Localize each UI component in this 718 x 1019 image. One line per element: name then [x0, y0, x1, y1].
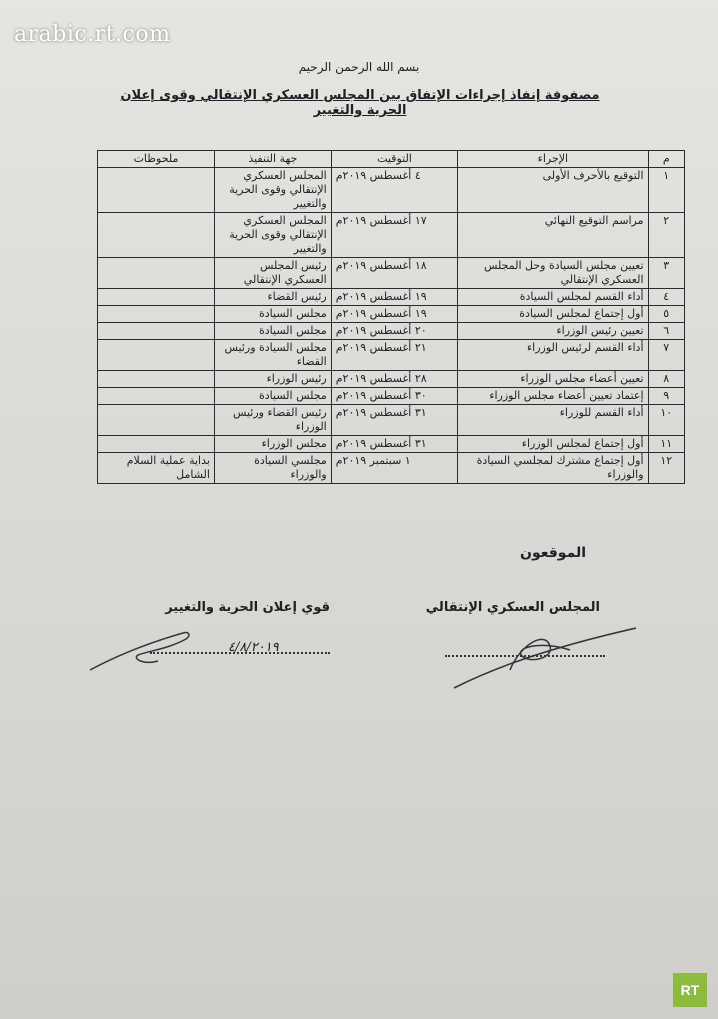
table-row: [98, 340, 685, 371]
table-row: [98, 306, 685, 323]
row-timing: ١٩ أغسطس ٢٠١٩م: [331, 289, 457, 306]
header-executor: جهة التنفيذ: [214, 151, 331, 168]
watermark: arabic.rt.com: [14, 22, 171, 47]
row-timing: ٣١ أغسطس ٢٠١٩م: [331, 405, 457, 436]
row-executor: مجلس الوزراء: [214, 436, 331, 453]
row-no: ١: [648, 168, 684, 213]
row-executor: رئيس القضاء ورئيس الوزراء: [214, 405, 331, 436]
row-no: ٦: [648, 323, 684, 340]
row-no: ١٢: [648, 453, 684, 484]
table-row: [98, 258, 685, 289]
row-timing: ٤ أغسطس ٢٠١٩م: [331, 168, 457, 213]
row-procedure: أداء القسم للوزراء: [458, 405, 648, 436]
row-notes: [98, 436, 215, 453]
row-executor: مجلس السيادة: [214, 323, 331, 340]
table-row: [98, 168, 685, 213]
table-row: [98, 213, 685, 258]
row-procedure: أول إجتماع لمجلس الوزراء: [458, 436, 648, 453]
row-procedure: تعيين مجلس السيادة وحل المجلس العسكري الإنتقالي: [458, 258, 648, 289]
row-procedure: إعتماد تعيين أعضاء مجلس الوزراء: [458, 388, 648, 405]
row-executor: مجلس السيادة: [214, 306, 331, 323]
row-executor: مجلس السيادة ورئيس القضاء: [214, 340, 331, 371]
row-timing: ١٨ أغسطس ٢٠١٩م: [331, 258, 457, 289]
table-body: [98, 168, 685, 484]
row-executor: مجلسي السيادة والوزراء: [214, 453, 331, 484]
row-timing: ٣١ أغسطس ٢٠١٩م: [331, 436, 457, 453]
basmala: بسم الله الرحمن الرحيم: [298, 60, 420, 74]
row-procedure: أول إجتماع مشترك لمجلسي السيادة والوزراء: [458, 453, 648, 484]
row-no: ١٠: [648, 405, 684, 436]
row-notes: [98, 258, 215, 289]
table-row: [98, 371, 685, 388]
implementation-matrix-table: [97, 150, 685, 484]
row-procedure: أول إجتماع لمجلس السيادة: [458, 306, 648, 323]
header-notes: ملحوظات: [98, 151, 215, 168]
row-timing: ١٩ أغسطس ٢٠١٩م: [331, 306, 457, 323]
row-timing: ١٧ أغسطس ٢٠١٩م: [331, 213, 457, 258]
row-executor: المجلس العسكري الإنتقالي وقوى الحرية والتغيير: [214, 213, 331, 258]
row-procedure: تعيين رئيس الوزراء: [458, 323, 648, 340]
row-notes: [98, 168, 215, 213]
row-executor: رئيس الوزراء: [214, 371, 331, 388]
signature-date: ٤/٨/٢٠١٩: [228, 640, 279, 655]
header-no: م: [648, 151, 684, 168]
header-procedure: الإجراء: [458, 151, 648, 168]
row-notes: [98, 289, 215, 306]
row-timing: ١ سبتمبر ٢٠١٩م: [331, 453, 457, 484]
row-no: ٨: [648, 371, 684, 388]
row-notes: [98, 306, 215, 323]
party-left-name: قوي إعلان الحرية والتغيير: [165, 600, 330, 615]
table-row: [98, 436, 685, 453]
row-notes: [98, 405, 215, 436]
row-notes: [98, 323, 215, 340]
row-timing: ٢١ أغسطس ٢٠١٩م: [331, 340, 457, 371]
party-right-name: المجلس العسكري الإنتقالي: [425, 600, 600, 615]
row-timing: ٣٠ أغسطس ٢٠١٩م: [331, 388, 457, 405]
rt-logo: RT: [673, 973, 707, 1007]
row-executor: رئيس المجلس العسكري الإنتقالي: [214, 258, 331, 289]
row-notes: [98, 213, 215, 258]
table-row: [98, 323, 685, 340]
document-title: مصفوفة إنفاذ إجراءات الإتفاق بين المجلس العسكري الإنتقالي وقوى إعلان الحرية والتغيير: [120, 88, 600, 118]
row-notes: [98, 388, 215, 405]
header-timing: التوقيت: [331, 151, 457, 168]
signatories-label: الموقعون: [520, 545, 587, 561]
signature-right: [450, 620, 640, 692]
row-timing: ٢٨ أغسطس ٢٠١٩م: [331, 371, 457, 388]
row-no: ٤: [648, 289, 684, 306]
signature-left: [88, 625, 198, 675]
table-row: [98, 453, 685, 484]
row-notes: بداية عملية السلام الشامل: [98, 453, 215, 484]
row-executor: رئيس القضاء: [214, 289, 331, 306]
row-no: ٢: [648, 213, 684, 258]
table-row: [98, 405, 685, 436]
row-procedure: أداء القسم لمجلس السيادة: [458, 289, 648, 306]
row-no: ٥: [648, 306, 684, 323]
row-procedure: تعيين أعضاء مجلس الوزراء: [458, 371, 648, 388]
row-executor: المجلس العسكري الإنتقالي وقوى الحرية والتغيير: [214, 168, 331, 213]
row-no: ٧: [648, 340, 684, 371]
row-no: ٣: [648, 258, 684, 289]
row-procedure: أداء القسم لرئيس الوزراء: [458, 340, 648, 371]
row-notes: [98, 371, 215, 388]
row-no: ٩: [648, 388, 684, 405]
row-procedure: التوقيع بالأحرف الأولى: [458, 168, 648, 213]
table-row: [98, 289, 685, 306]
row-no: ١١: [648, 436, 684, 453]
row-executor: مجلس السيادة: [214, 388, 331, 405]
table-header-row: [98, 151, 685, 168]
row-notes: [98, 340, 215, 371]
row-timing: ٢٠ أغسطس ٢٠١٩م: [331, 323, 457, 340]
row-procedure: مراسم التوقيع النهائي: [458, 213, 648, 258]
table-row: [98, 388, 685, 405]
